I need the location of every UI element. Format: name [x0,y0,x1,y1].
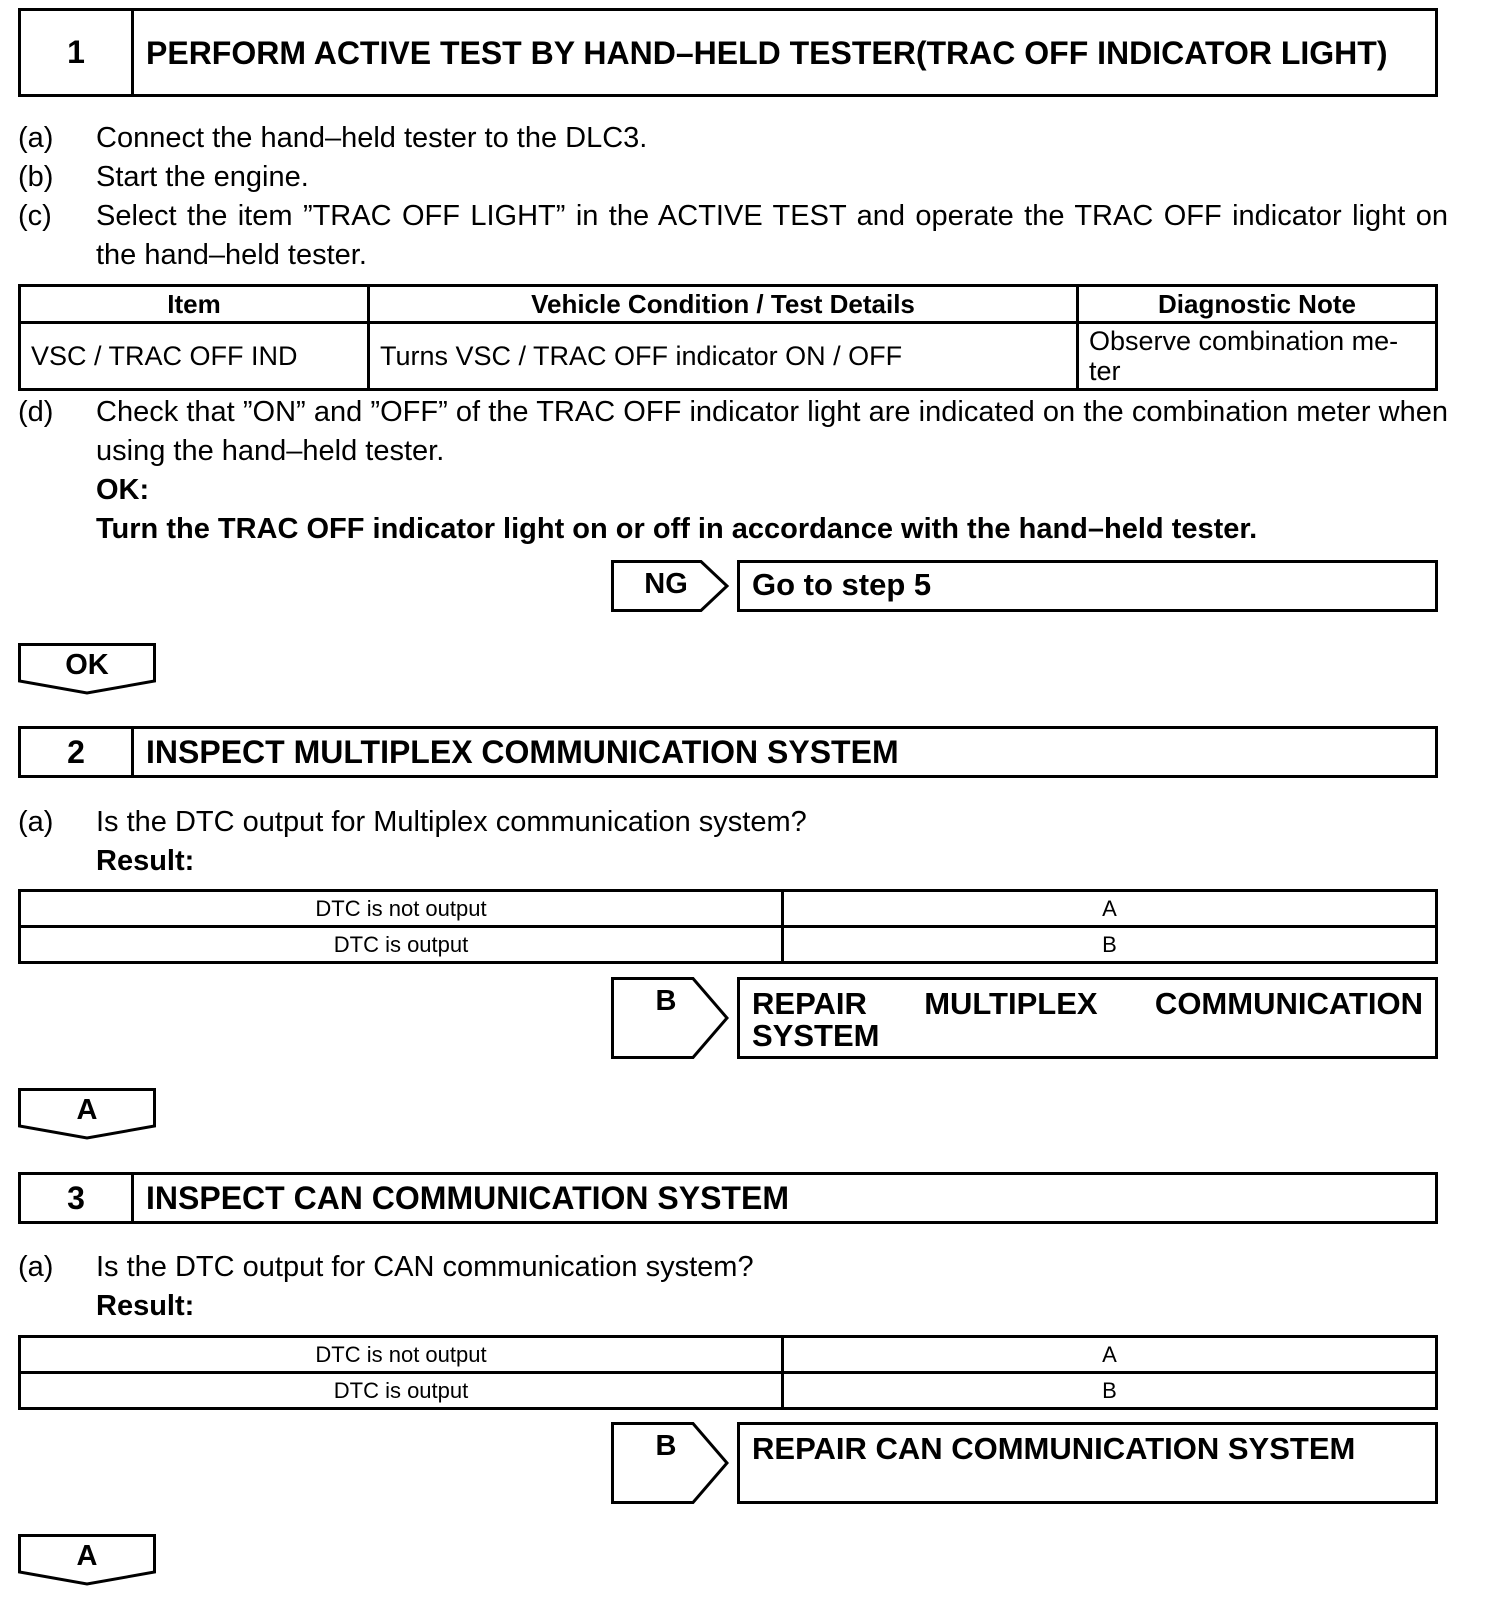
item-text: Start the engine. [96,161,309,193]
table-row [20,891,1437,927]
instruction-c [18,197,1448,275]
table-cell: A [783,1337,1437,1373]
branch-label: B [655,1430,677,1462]
step-title: PERFORM ACTIVE TEST BY HAND–HELD TESTER(TRAC OFF INDICATOR LIGHT) [146,34,1388,71]
table-cell: B [783,1373,1437,1409]
ok-criteria: Turn the TRAC OFF indicator light on or off in accordance with the hand–held tester. [96,513,1258,545]
active-test-table [18,284,1438,391]
ok-label: OK: [96,474,150,506]
ng-branch [611,560,1438,612]
ok-down-arrow [18,643,156,695]
table-cell: A [783,891,1437,927]
step-3-header [18,1172,1438,1224]
instruction-d [18,393,1448,549]
table-cell: DTC is output [20,927,783,963]
table-row [20,927,1437,963]
destination-line: SYSTEM [752,1018,880,1053]
instruction-a [18,1248,1448,1326]
step-title: INSPECT CAN COMMUNICATION SYSTEM [146,1180,789,1216]
table-cell: DTC is not output [20,1337,783,1373]
item-text: Select the item ”TRAC OFF LIGHT” in the ACTIVE TEST and operate the TRAC OFF indicator light on the hand–held tester. [96,200,1448,271]
step-number: 1 [21,11,134,94]
instruction-b [18,158,1448,197]
item-label: (a) [18,1251,54,1283]
b-branch [611,977,1438,1059]
down-arrow-label: A [76,1094,98,1126]
branch-label: B [655,985,677,1017]
table-row [20,1373,1437,1409]
table-cell: Observe combination me- ter [1078,323,1437,390]
item-label: (a) [18,122,54,154]
branch-destination[interactable]: REPAIR CAN COMMUNICATION SYSTEM [737,1422,1438,1504]
item-text: Connect the hand–held tester to the DLC3. [96,122,648,154]
table-header: Item [20,286,369,323]
item-label: (b) [18,161,54,193]
table-header: Diagnostic Note [1078,286,1437,323]
instruction-a [18,803,1448,881]
table-row [20,1337,1437,1373]
table-header: Vehicle Condition / Test Details [369,286,1078,323]
result-label: Result: [96,845,195,877]
step-1-header [18,8,1438,97]
table-cell: DTC is not output [20,891,783,927]
item-label: (a) [18,806,54,838]
down-arrow-label: A [76,1540,98,1572]
item-text: Is the DTC output for CAN communication system? [96,1251,754,1283]
table-cell: DTC is output [20,1373,783,1409]
item-text: Is the DTC output for Multiplex communication system? [96,806,807,838]
step-number: 2 [21,729,134,775]
item-text: Check that ”ON” and ”OFF” of the TRAC OFF indicator light are indicated on the combination meter when using the hand–held tester. [96,396,1448,467]
result-table [18,889,1438,964]
step-title: INSPECT MULTIPLEX COMMUNICATION SYSTEM [146,734,899,770]
table-cell: Turns VSC / TRAC OFF indicator ON / OFF [369,323,1078,390]
destination-line: REPAIR MULTIPLEX COMMUNICATION [752,986,1423,1021]
item-label: (d) [18,396,54,428]
down-arrow-label: OK [65,649,109,681]
branch-destination[interactable] [737,977,1438,1059]
result-table [18,1335,1438,1410]
table-header-row [20,286,1437,323]
table-cell: B [783,927,1437,963]
step-number: 3 [21,1175,134,1221]
step-2-header [18,726,1438,778]
item-label: (c) [18,200,52,232]
a-down-arrow [18,1088,156,1140]
ng-destination[interactable]: Go to step 5 [737,560,1438,612]
table-row [20,323,1437,390]
b-branch [611,1422,1438,1504]
result-label: Result: [96,1290,195,1322]
a-down-arrow [18,1534,156,1586]
table-cell: VSC / TRAC OFF IND [20,323,369,390]
ng-label: NG [644,568,688,600]
instruction-a [18,119,1448,158]
